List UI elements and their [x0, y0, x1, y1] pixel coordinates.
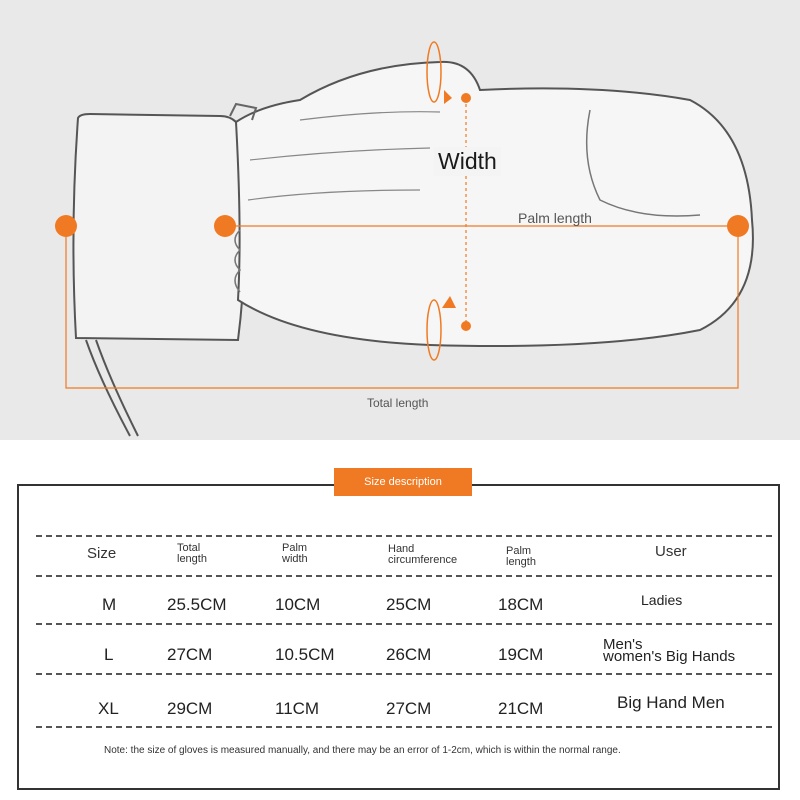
row-l-total-length: 27CM [167, 645, 213, 664]
header-hand-circumference: Hand circumference [388, 543, 458, 566]
width-bottom-dot [461, 321, 471, 331]
row-l-palm-length: 19CM [498, 645, 544, 664]
row-l-size: L [104, 645, 114, 664]
length-right-dot [727, 215, 749, 237]
row-xl-hand-circumference: 27CM [386, 699, 432, 718]
header-user: User [655, 543, 687, 560]
total-length-left-dot [55, 215, 77, 237]
row-xl-palm-length: 21CM [498, 699, 544, 718]
header-size: Size [87, 545, 117, 562]
row-xl-palm-width: 11CM [275, 699, 320, 718]
row-m-palm-width: 10CM [275, 595, 321, 614]
row-m-palm-length: 18CM [498, 595, 544, 614]
table-divider [36, 535, 772, 537]
table-divider [36, 575, 772, 577]
row-m-user: Ladies [641, 592, 683, 608]
size-description-tab: Size description [334, 468, 472, 496]
table-divider [36, 673, 772, 675]
palm-length-left-dot [214, 215, 236, 237]
total-length-label: Total length [367, 396, 429, 410]
width-top-dot [461, 93, 471, 103]
row-m-total-length: 25.5CM [167, 595, 227, 614]
measurement-note: Note: the size of gloves is measured manually, and there may be an error of 1-2cm, which is within the normal range. [104, 745, 621, 756]
row-xl-total-length: 29CM [167, 699, 213, 718]
row-xl-user: Big Hand Men [617, 693, 725, 712]
header-palm-length: Palm length [506, 545, 536, 568]
table-divider [36, 623, 772, 625]
row-m-hand-circumference: 25CM [386, 595, 432, 614]
header-total-length: Total length [177, 542, 207, 565]
mitten-body [236, 62, 753, 346]
palm-length-label: Palm length [518, 210, 592, 226]
row-xl-size: XL [98, 699, 119, 718]
row-m-size: M [102, 595, 117, 614]
width-label: Width [434, 147, 501, 176]
header-palm-width: Palm width [282, 542, 308, 565]
table-divider [36, 726, 772, 728]
row-l-user: Men's women's Big Hands [603, 636, 736, 665]
row-l-palm-width: 10.5CM [275, 645, 335, 664]
row-l-hand-circumference: 26CM [386, 645, 432, 664]
